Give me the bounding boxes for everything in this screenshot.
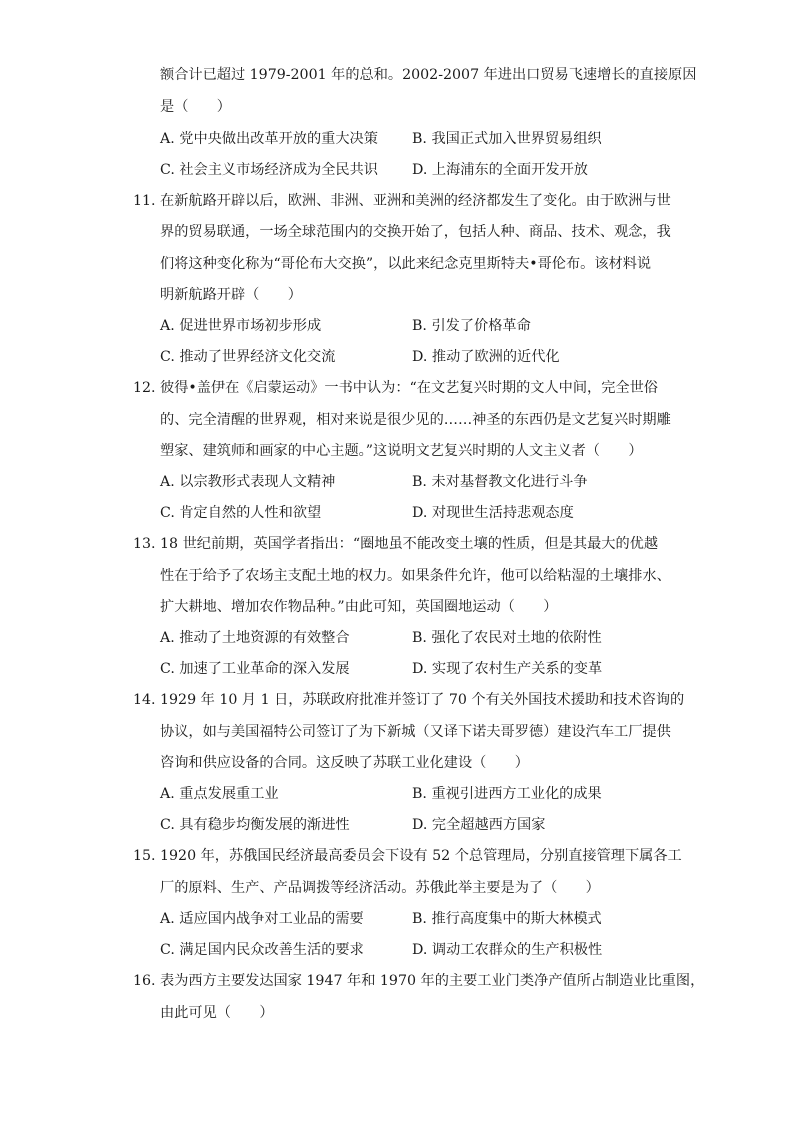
q10-option-d[interactable]: D. 上海浦东的全面开发开放 — [412, 162, 588, 178]
q14-line-1: 1929 年 10 月 1 日，苏联政府批准并签订了 70 个有关外国技术援助和技术咨询的 — [160, 692, 685, 708]
q13-option-b[interactable]: B. 强化了农民对土地的依附性 — [412, 630, 602, 646]
q15-option-c[interactable]: C. 满足国内民众改善生活的要求 — [160, 942, 364, 958]
q15-number: 15. — [133, 848, 156, 864]
q16-number: 16. — [133, 973, 156, 989]
q16-line-2: 由此可见（ ） — [160, 1005, 274, 1021]
q15-option-d[interactable]: D. 调动工农群众的生产积极性 — [412, 942, 603, 958]
q10-line-2: 是（ ） — [160, 99, 231, 115]
q11-option-b[interactable]: B. 引发了价格革命 — [412, 318, 531, 334]
q14-line-3: 咨询和供应设备的合同。这反映了苏联工业化建设（ ） — [160, 755, 529, 771]
q13-line-3: 扩大耕地、增加农作物品种。”由此可知，英国圈地运动（ ） — [160, 599, 558, 615]
q13-option-d[interactable]: D. 实现了农村生产关系的变革 — [412, 661, 603, 677]
q11-line-4: 明新航路开辟（ ） — [160, 287, 302, 303]
q11-line-2: 界的贸易联通，一场全球范围内的交换开始了，包括人种、商品、技术、观念，我 — [160, 224, 671, 240]
q11-line-1: 在新航路开辟以后，欧洲、非洲、亚洲和美洲的经济都发生了变化。由于欧洲与世 — [160, 193, 671, 209]
q12-option-a[interactable]: A. 以宗教形式表现人文精神 — [160, 474, 336, 490]
q14-option-b[interactable]: B. 重视引进西方工业化的成果 — [412, 786, 602, 802]
q16-line-1: 表为西方主要发达国家 1947 年和 1970 年的主要工业门类净产值所占制造业比重图， — [160, 973, 705, 989]
q13-line-2: 性在于给予了农场主支配土地的权力。如果条件允许，他可以给粘湿的土壤排水、 — [160, 568, 671, 584]
q13-number: 13. — [133, 536, 156, 552]
q12-number: 12. — [133, 380, 156, 396]
q10-line-1: 额合计已超过 1979-2001 年的总和。2002-2007 年进出口贸易飞速增长的直接原因 — [160, 67, 697, 83]
q11-option-c[interactable]: C. 推动了世界经济文化交流 — [160, 349, 336, 365]
q10-option-c[interactable]: C. 社会主义市场经济成为全民共识 — [160, 162, 378, 178]
q13-option-c[interactable]: C. 加速了工业革命的深入发展 — [160, 661, 350, 677]
q12-option-d[interactable]: D. 对现世生活持悲观态度 — [412, 505, 574, 521]
q11-option-d[interactable]: D. 推动了欧洲的近代化 — [412, 349, 560, 365]
q14-line-2: 协议，如与美国福特公司签订了为下新城（又译下诺夫哥罗德）建设汽车工厂提供 — [160, 724, 671, 740]
q15-line-2: 厂的原料、生产、产品调拨等经济活动。苏俄此举主要是为了（ ） — [160, 880, 600, 896]
q12-line-3: 塑家、建筑师和画家的中心主题。”这说明文艺复兴时期的人文主义者（ ） — [160, 443, 643, 459]
q11-number: 11. — [133, 193, 156, 209]
q15-option-b[interactable]: B. 推行高度集中的斯大林模式 — [412, 911, 602, 927]
q11-line-3: 们将这种变化称为“哥伦布大交换”，以此来纪念克里斯特夫•哥伦布。该材料说 — [160, 256, 652, 272]
q14-option-c[interactable]: C. 具有稳步均衡发展的渐进性 — [160, 817, 350, 833]
q14-number: 14. — [133, 692, 156, 708]
q14-option-a[interactable]: A. 重点发展重工业 — [160, 786, 279, 802]
q15-option-a[interactable]: A. 适应国内战争对工业品的需要 — [160, 911, 364, 927]
q12-option-b[interactable]: B. 未对基督教文化进行斗争 — [412, 474, 588, 490]
q12-line-1: 彼得•盖伊在《启蒙运动》一书中认为：“在文艺复兴时期的文人中间，完全世俗 — [160, 380, 658, 396]
q12-line-2: 的、完全清醒的世界观，相对来说是很少见的……神圣的东西仍是文艺复兴时期雕 — [160, 412, 671, 428]
q13-line-1: 18 世纪前期，英国学者指出：“圈地虽不能改变土壤的性质，但是其最大的优越 — [160, 536, 659, 552]
q15-line-1: 1920 年，苏俄国民经济最高委员会下设有 52 个总管理局，分别直接管理下属各工 — [160, 848, 682, 864]
q11-option-a[interactable]: A. 促进世界市场初步形成 — [160, 318, 322, 334]
q10-option-b[interactable]: B. 我国正式加入世界贸易组织 — [412, 131, 602, 147]
q13-option-a[interactable]: A. 推动了土地资源的有效整合 — [160, 630, 350, 646]
q14-option-d[interactable]: D. 完全超越西方国家 — [412, 817, 546, 833]
q12-option-c[interactable]: C. 肯定自然的人性和欲望 — [160, 505, 322, 521]
q10-option-a[interactable]: A. 党中央做出改革开放的重大决策 — [160, 131, 378, 147]
